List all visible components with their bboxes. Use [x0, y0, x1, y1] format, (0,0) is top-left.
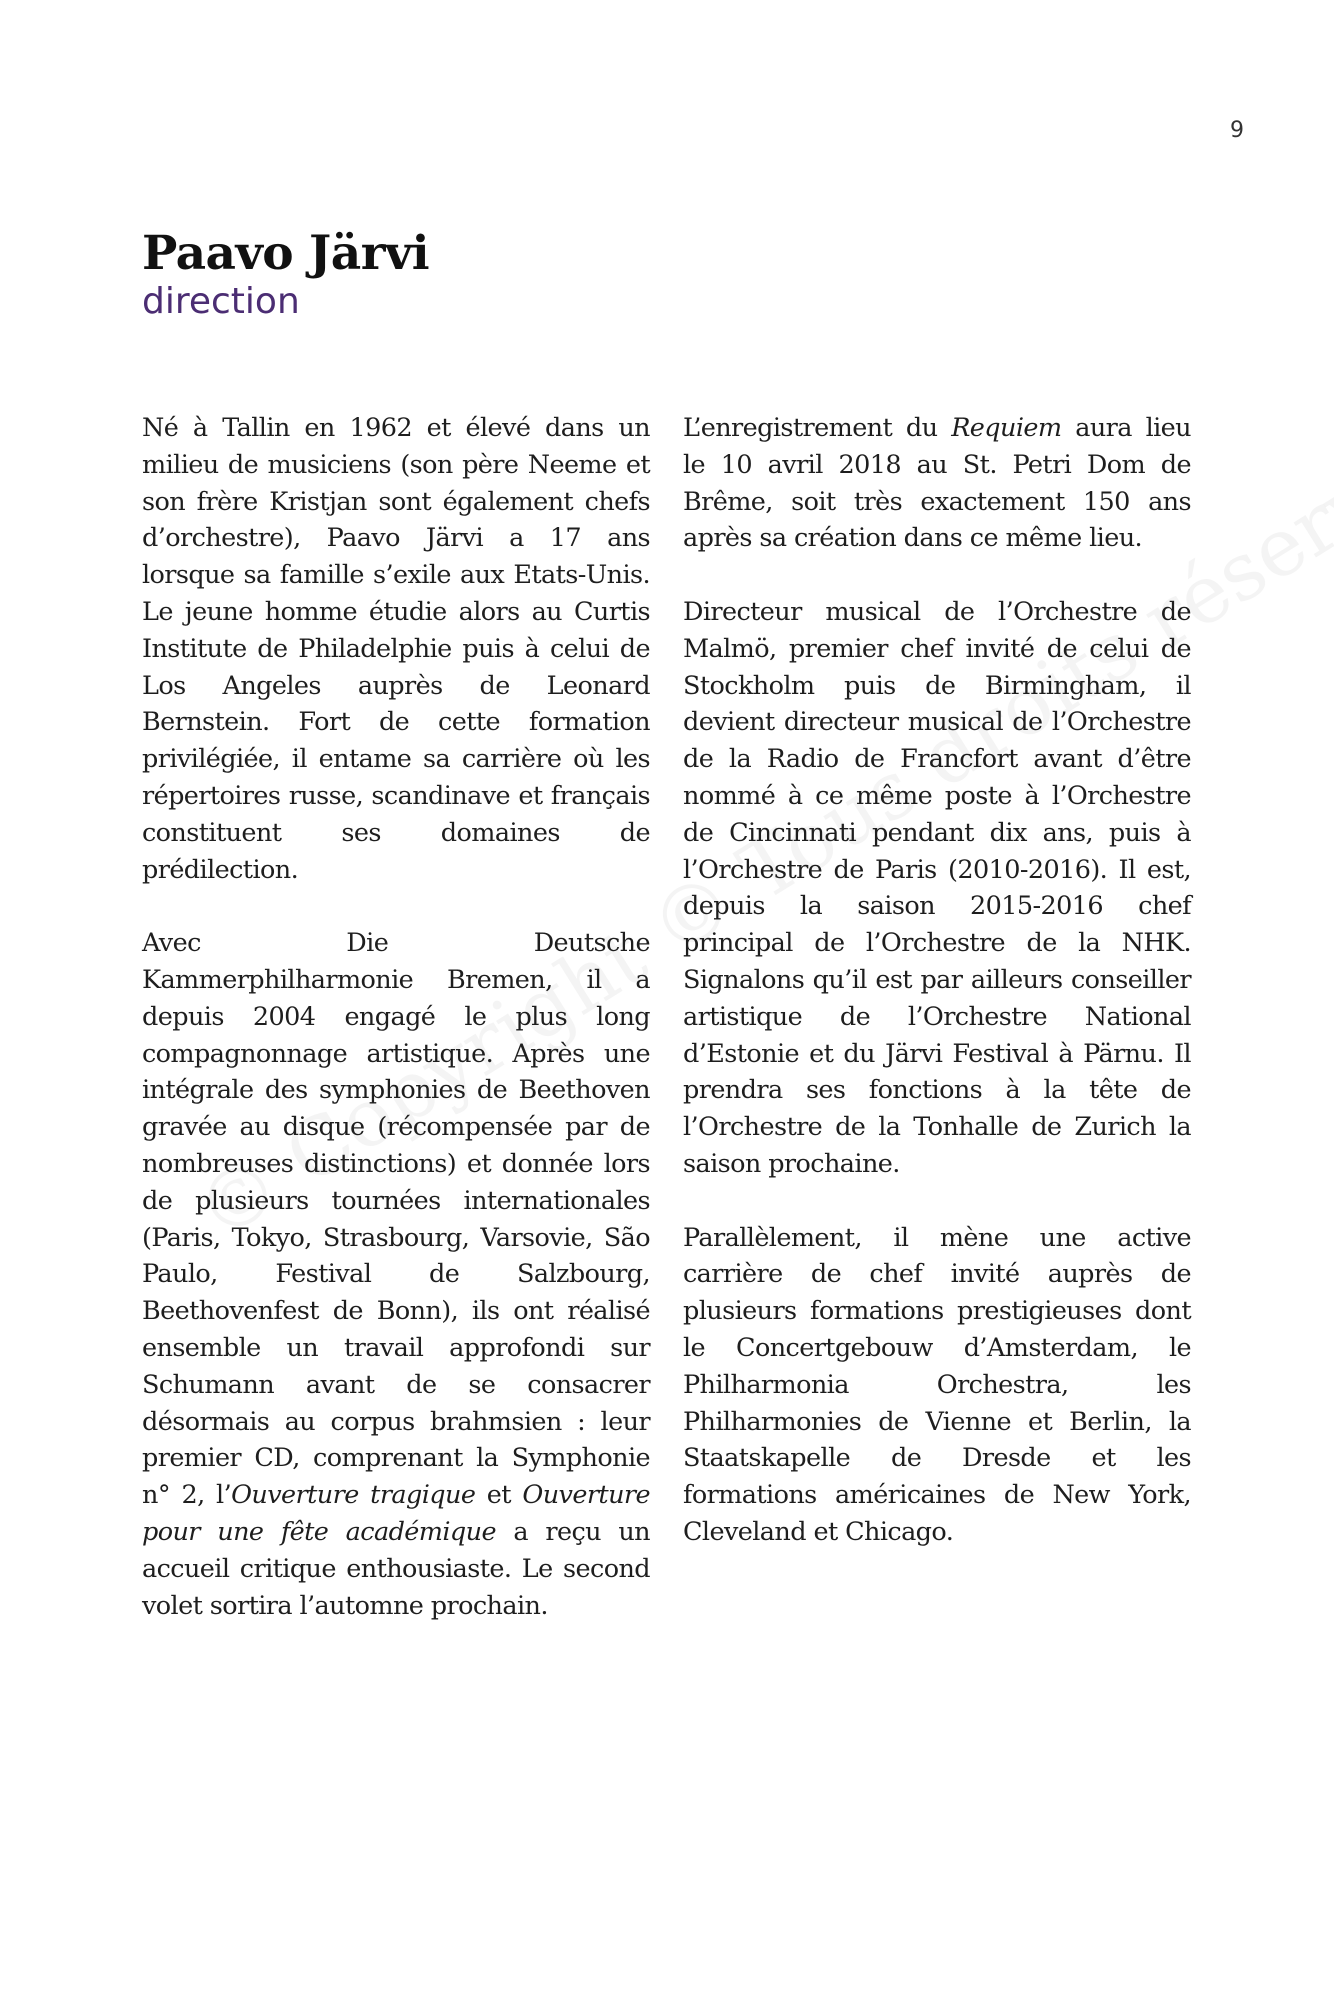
- work-title: Requiem: [951, 413, 1062, 443]
- page-subtitle: direction: [142, 281, 300, 322]
- paragraph-text: et: [475, 1480, 523, 1511]
- paragraph-text: Avec Die Deutsche Kammerphilharmonie Bremen, il a depuis 2004 engagé le plus long compagnonnage artistique. Après une intégrale des symphonies de Beethoven gravée au disque (récompensée par de nombreuses distinctions) et donnée lors de plusieurs tournées internationales (Paris, Tokyo, Strasbourg, Varsovie, São Paulo, Festival de Salzbourg, Beethovenfest de Bonn), ils ont réalisé ensemble un travail approfondi sur Schumann avant de se consacrer désormais au corpus brahmsien : leur premier CD, comprenant la Symphonie n° 2, l’: [142, 928, 650, 1511]
- paragraph: Parallèlement, il mène une active carrière de chef invité auprès de plusieurs formations prestigieuses dont le Concertgebouw d’Amsterdam, le Philharmonia Orchestra, les Philharmonies de Vienne et Berlin, la Staatskapelle de Dresde et les formations américaines de New York, Cleveland et Chicago.: [683, 1222, 1191, 1547]
- page-title: Paavo Järvi: [142, 226, 430, 281]
- work-title: Ouverture tragique: [231, 1480, 476, 1511]
- paragraph-text: aura lieu le 10 avril 2018 au St. Petri Dom de Brême, soit très exactement 150 ans après sa création dans ce même lieu.: [683, 413, 1192, 554]
- left-column: [142, 410, 650, 1661]
- paragraph-text: L’enregistrement du: [683, 413, 952, 443]
- paragraph: [142, 925, 650, 1624]
- paragraph: Né à Tallin en 1962 et élevé dans un milieu de musiciens (son père Neeme et son frère Kristjan sont également chefs d’orchestre), Paavo Järvi a 17 ans lorsque sa famille s’exile aux Etats-Unis. Le jeune homme étudie alors au Curtis Institute de Philadelphie puis à celui de Los Angeles auprès de Leonard Bernstein. Fort de cette formation privilégiée, il entame sa carrière où les répertoires russe, scandinave et français constituent ses domaines de prédilection.: [142, 413, 650, 885]
- paragraph: [683, 410, 1191, 557]
- right-column: [683, 410, 1191, 1588]
- paragraph: Directeur musical de l’Orchestre de Malmö, premier chef invité de celui de Stockholm puis de Birmingham, il devient directeur musical de l’Orchestre de la Radio de Francfort avant d’être nommé à ce même poste à l’Orchestre de Cincinnati pendant dix ans, puis à l’Orchestre de Paris (2010-2016). Il est, depuis la saison 2015-2016 chef principal de l’Orchestre de la NHK. Signalons qu’il est par ailleurs conseiller artistique de l’Orchestre National d’Estonie et du Järvi Festival à Pärnu. Il prendra ses fonctions à la tête de l’Orchestre de la Tonhalle de Zurich la saison prochaine.: [683, 596, 1191, 1179]
- paragraph-text: a reçu un accueil critique enthousiaste. Le second volet sortira l’automne prochain.: [142, 1516, 650, 1621]
- page-number: 9: [1230, 118, 1244, 143]
- work-title: Ouverture pour une fête académique: [142, 1480, 650, 1547]
